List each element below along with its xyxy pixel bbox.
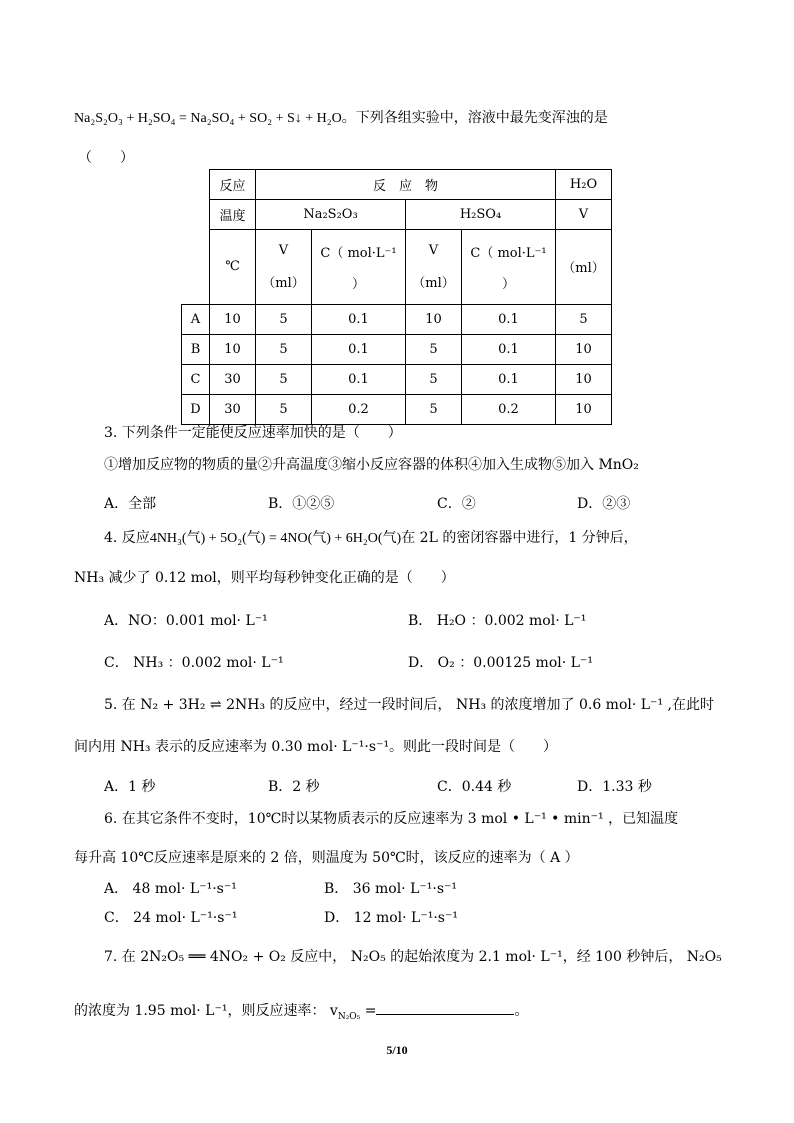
- cell-acid-volume: 5: [406, 364, 462, 394]
- cell-temp: 30: [210, 394, 256, 424]
- header-water: H₂O: [556, 170, 612, 200]
- q3-stem: 3. 下列条件一定能使反应速率加快的是（ ）: [104, 425, 402, 441]
- header-water-unit: （ml）: [556, 230, 612, 305]
- volume-label: V: [278, 242, 289, 258]
- q5-option-b: B．2 秒: [268, 779, 320, 795]
- row-label: A: [182, 304, 210, 334]
- cell-water-volume: 5: [556, 304, 612, 334]
- q6-line-1: 6. 在其它条件不变时，10℃时以某物质表示的反应速率为 3 mol • L⁻¹ • min⁻¹ ，已知温度: [104, 811, 679, 827]
- header-reaction: 反应: [210, 170, 256, 200]
- table-header-row-3: [182, 230, 612, 305]
- header-unit-celsius: ℃: [210, 230, 256, 305]
- q3-option-c: C．②: [437, 496, 476, 512]
- cell-na-concentration: 0.1: [312, 304, 406, 334]
- volume-unit: （ml）: [262, 275, 305, 291]
- table-header-row-1: [182, 170, 612, 200]
- cell-temp: 30: [210, 364, 256, 394]
- page-number: 5/10: [386, 1043, 408, 1057]
- cell-na-concentration: 0.2: [312, 394, 406, 424]
- header-na-volume: [256, 230, 312, 305]
- cell-na-concentration: 0.1: [312, 364, 406, 394]
- table-row: [182, 394, 612, 424]
- q4-line-1: [104, 527, 638, 547]
- q3-option-b: B．①②⑤: [268, 496, 335, 512]
- q4-option-b: B． H₂O ：0.002 mol· L⁻¹: [408, 613, 587, 629]
- q5-option-a: A．1 秒: [104, 779, 156, 795]
- cell-acid-volume: 5: [406, 394, 462, 424]
- q4-option-a: A．NO：0.001 mol· L⁻¹: [104, 613, 268, 629]
- q7-line-2: [74, 1000, 528, 1020]
- volume-label: V: [428, 242, 439, 258]
- cell-acid-volume: 5: [406, 334, 462, 364]
- concentration-label: C（ mol·L⁻¹: [320, 245, 397, 261]
- q4-stem-pre: 4. 反应: [104, 530, 150, 546]
- concentration-close: ）: [501, 276, 515, 292]
- q4-option-d: D． O₂ ：0.00125 mol· L⁻¹: [408, 655, 593, 671]
- header-h2so4: H₂SO₄: [406, 200, 556, 230]
- row-label: D: [182, 394, 210, 424]
- cell-water-volume: 10: [556, 364, 612, 394]
- intro-answer-blank: （ ）: [78, 150, 134, 166]
- q4-line-2: NH₃ 减少了 0.12 mol，则平均每秒钟变化正确的是（ ）: [74, 570, 455, 586]
- table-header-row-2: [182, 200, 612, 230]
- table-row: [182, 334, 612, 364]
- volume-unit: （ml）: [412, 275, 455, 291]
- q3-option-a: A．全部: [104, 496, 157, 512]
- concentration-close: ）: [351, 276, 365, 292]
- q7-equals: =: [360, 1003, 377, 1019]
- row-label: C: [182, 364, 210, 394]
- header-na2s2o3: Na₂S₂O₃: [256, 200, 406, 230]
- intro-text: 。下列各组实验中，溶液中最先变浑浊的是: [341, 110, 608, 126]
- q5-option-d: D．1.33 秒: [577, 779, 652, 795]
- cell-na-volume: 5: [256, 364, 312, 394]
- cell-water-volume: 10: [556, 394, 612, 424]
- cell-na-volume: 5: [256, 394, 312, 424]
- header-na-concentration: [312, 230, 406, 305]
- answer-blank[interactable]: [376, 1000, 514, 1015]
- row-label: B: [182, 334, 210, 364]
- cell-acid-concentration: 0.1: [462, 364, 556, 394]
- q4-stem-post: 在 2L 的密闭容器中进行，1 分钟后，: [401, 530, 638, 546]
- q5-line-2: 间内用 NH₃ 表示的反应速率为 0.30 mol· L⁻¹·s⁻¹。则此一段时间是（ ）: [74, 739, 558, 755]
- q7-line-1: 7. 在 2N₂O₅ ══ 4NO₂ + O₂ 反应中， N₂O₅ 的起始浓度为 2.1 mol· L⁻¹，经 100 秒钟后， N₂O₅: [104, 949, 722, 965]
- header-reactants: 反 应 物: [256, 170, 556, 200]
- concentration-label: C（ mol·L⁻¹: [470, 245, 547, 261]
- q6-line-2: 每升高 10℃反应速率是原来的 2 倍，则温度为 50℃时，该反应的速率为（ A ）: [74, 850, 579, 866]
- header-acid-volume: [406, 230, 462, 305]
- q6-option-b: B． 36 mol· L⁻¹·s⁻¹: [324, 881, 458, 897]
- cell-temp: 10: [210, 334, 256, 364]
- header-acid-concentration: [462, 230, 556, 305]
- q5-option-c: C．0.44 秒: [437, 779, 512, 795]
- cell-na-volume: 5: [256, 334, 312, 364]
- cell-na-volume: 5: [256, 304, 312, 334]
- intro-line: [74, 107, 608, 127]
- cell-acid-concentration: 0.1: [462, 304, 556, 334]
- q7-text: 的浓度为 1.95 mol· L⁻¹，则反应速率： v: [74, 1003, 338, 1019]
- intro-equation: Na₂S₂O₃ + H₂SO₄ = Na₂SO₄ + SO₂ + S↓ + H₂O: [74, 111, 342, 126]
- cell-acid-volume: 10: [406, 304, 462, 334]
- header-temperature: 温度: [210, 200, 256, 230]
- cell-water-volume: 10: [556, 334, 612, 364]
- experiment-table: [181, 169, 612, 425]
- q6-option-c: C． 24 mol· L⁻¹·s⁻¹: [104, 910, 238, 926]
- q5-line-1: 5. 在 N₂ + 3H₂ ⇌ 2NH₃ 的反应中，经过一段时间后， NH₃ 的浓度增加了 0.6 mol· L⁻¹ ,在此时: [104, 697, 714, 713]
- cell-na-concentration: 0.1: [312, 334, 406, 364]
- q6-option-a: A． 48 mol· L⁻¹·s⁻¹: [104, 881, 237, 897]
- q4-equation: 4NH₃(气) + 5O₂(气) = 4NO(气) + 6H₂O(气): [149, 531, 402, 546]
- q4-option-c: C． NH₃ ：0.002 mol· L⁻¹: [104, 655, 284, 671]
- table-row: [182, 304, 612, 334]
- table-row: [182, 364, 612, 394]
- q7-subscript: N₂O₅: [337, 1011, 361, 1022]
- header-water-volume: V: [556, 200, 612, 230]
- q7-end: 。: [514, 1003, 529, 1019]
- q3-conditions: ①增加反应物的物质的量②升高温度③缩小反应容器的体积④加入生成物⑤加入 MnO₂: [104, 457, 639, 473]
- q6-option-d: D． 12 mol· L⁻¹·s⁻¹: [324, 910, 458, 926]
- cell-acid-concentration: 0.1: [462, 334, 556, 364]
- q3-option-d: D．②③: [577, 496, 631, 512]
- cell-acid-concentration: 0.2: [462, 394, 556, 424]
- cell-temp: 10: [210, 304, 256, 334]
